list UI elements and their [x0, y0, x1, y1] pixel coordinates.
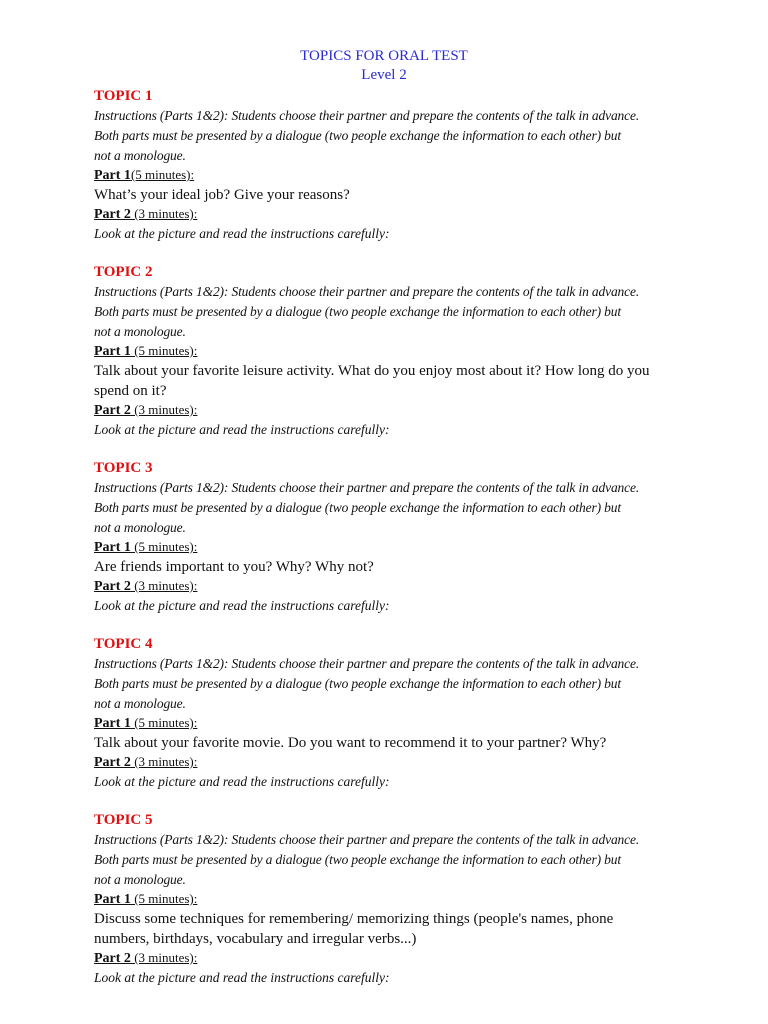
part1-label: Part 1 [94, 716, 131, 731]
part1-label: Part 1 [94, 168, 131, 183]
topic-section [94, 811, 748, 988]
part1-duration: (5 minutes): [130, 343, 198, 358]
topic-instructions [94, 282, 748, 342]
part2-label: Part 2 [94, 755, 131, 770]
part2-heading [94, 577, 748, 596]
part2-label: Part 2 [94, 403, 131, 418]
topic-section [94, 263, 748, 440]
instructions-line: not a monologue. [94, 324, 186, 339]
instructions-line: not a monologue. [94, 872, 186, 887]
part2-duration: (3 minutes): [130, 950, 198, 965]
part1-question [94, 185, 748, 205]
part2-duration: (3 minutes): [130, 754, 198, 769]
part2-text: Look at the picture and read the instructions carefully: [94, 970, 390, 985]
instructions-line: not a monologue. [94, 696, 186, 711]
topic-title: TOPIC 4 [94, 636, 153, 652]
part1-question [94, 557, 748, 577]
topic-section [94, 459, 748, 616]
topics-list [94, 87, 748, 1007]
part2-label: Part 2 [94, 579, 131, 594]
part1-heading [94, 342, 748, 361]
instructions-line: Instructions (Parts 1&2): Students choose their partner and prepare the contents of the talk in advance. [94, 832, 640, 847]
question-line: Discuss some techniques for remembering/ memorizing things (people's names, phone [94, 911, 614, 927]
part1-heading [94, 714, 748, 733]
part1-heading [94, 890, 748, 909]
topic-instructions [94, 106, 748, 166]
question-line: Talk about your favorite leisure activity. What do you enjoy most about it? How long do you [94, 363, 650, 379]
instructions-line: Both parts must be presented by a dialogue (two people exchange the information to each other) but [94, 500, 621, 515]
part2-label: Part 2 [94, 951, 131, 966]
part1-question [94, 909, 748, 949]
part1-duration: (5 minutes): [130, 891, 198, 906]
part2-heading [94, 401, 748, 420]
instructions-line: not a monologue. [94, 520, 186, 535]
part1-duration: (5 minutes): [130, 167, 195, 182]
part1-heading [94, 538, 748, 557]
document-level: Level 2 [361, 67, 407, 83]
topic-section [94, 635, 748, 792]
question-line: Are friends important to you? Why? Why not? [94, 559, 374, 575]
topic-title: TOPIC 1 [94, 88, 153, 104]
instructions-line: not a monologue. [94, 148, 186, 163]
instructions-line: Instructions (Parts 1&2): Students choose their partner and prepare the contents of the talk in advance. [94, 480, 640, 495]
part1-duration: (5 minutes): [130, 539, 198, 554]
part1-heading [94, 166, 748, 185]
question-line: Talk about your favorite movie. Do you want to recommend it to your partner? Why? [94, 735, 607, 751]
part2-text: Look at the picture and read the instructions carefully: [94, 226, 390, 241]
instructions-line: Both parts must be presented by a dialogue (two people exchange the information to each other) but [94, 128, 621, 143]
instructions-line: Both parts must be presented by a dialogue (two people exchange the information to each other) but [94, 304, 621, 319]
topic-section [94, 87, 748, 244]
part2-text: Look at the picture and read the instructions carefully: [94, 598, 390, 613]
instructions-line: Both parts must be presented by a dialogue (two people exchange the information to each other) but [94, 676, 621, 691]
question-line: spend on it? [94, 383, 167, 399]
topic-title: TOPIC 3 [94, 460, 153, 476]
instructions-line: Both parts must be presented by a dialogue (two people exchange the information to each other) but [94, 852, 621, 867]
part1-question [94, 361, 748, 401]
topic-title: TOPIC 5 [94, 812, 153, 828]
part2-label: Part 2 [94, 207, 131, 222]
question-line: What’s your ideal job? Give your reasons? [94, 187, 350, 203]
instructions-line: Instructions (Parts 1&2): Students choose their partner and prepare the contents of the talk in advance. [94, 284, 640, 299]
document-title: TOPICS FOR ORAL TEST [300, 48, 468, 64]
part2-text: Look at the picture and read the instructions carefully: [94, 774, 390, 789]
instructions-line: Instructions (Parts 1&2): Students choose their partner and prepare the contents of the talk in advance. [94, 108, 640, 123]
topic-title: TOPIC 2 [94, 264, 153, 280]
instructions-line: Instructions (Parts 1&2): Students choose their partner and prepare the contents of the talk in advance. [94, 656, 640, 671]
part2-duration: (3 minutes): [130, 206, 198, 221]
part2-text: Look at the picture and read the instructions carefully: [94, 422, 390, 437]
part1-label: Part 1 [94, 540, 131, 555]
part2-heading [94, 205, 748, 224]
part1-label: Part 1 [94, 344, 131, 359]
part1-label: Part 1 [94, 892, 131, 907]
question-line: numbers, birthdays, vocabulary and irregular verbs...) [94, 931, 417, 947]
topic-instructions [94, 654, 748, 714]
part1-duration: (5 minutes): [130, 715, 198, 730]
topic-instructions [94, 478, 748, 538]
document-header [0, 0, 768, 85]
part2-duration: (3 minutes): [130, 578, 198, 593]
topic-instructions [94, 830, 748, 890]
part2-heading [94, 949, 748, 968]
part1-question [94, 733, 748, 753]
part2-duration: (3 minutes): [130, 402, 198, 417]
part2-heading [94, 753, 748, 772]
